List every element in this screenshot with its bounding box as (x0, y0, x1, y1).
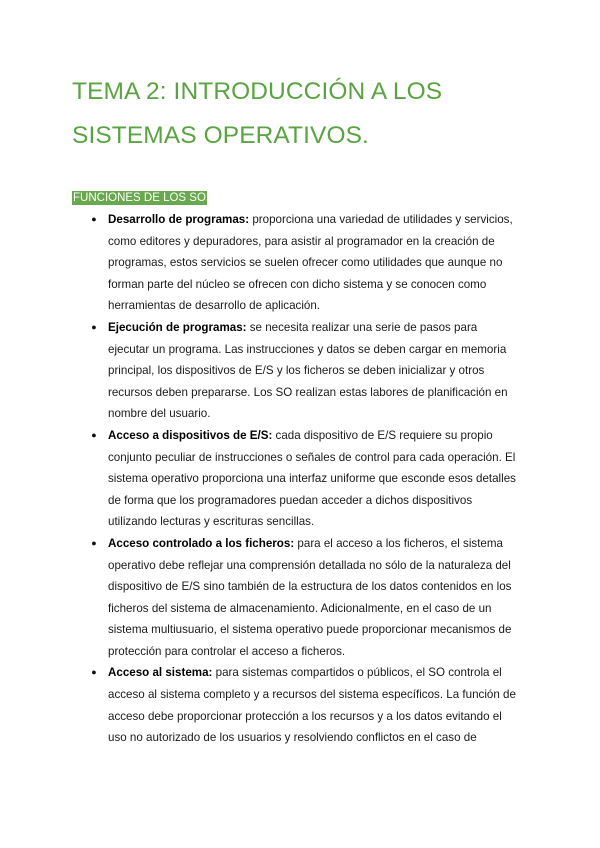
list-item (88, 662, 520, 748)
item-text: cada dispositivo de E/S requiere su propio conjunto peculiar de instrucciones o señales de control para cada operación. El sistema operativo proporciona una interfaz uniforme que esconde esos detalles de forma que los programadores puedan acceder a dichos dispositivos utilizando lecturas y escrituras sencillas. (108, 428, 516, 529)
list-item (88, 317, 520, 425)
item-term: Ejecución de programas: (108, 320, 247, 334)
item-text: para sistemas compartidos o públicos, el SO controla el acceso al sistema completo y a recursos del sistema específicos. La función de acceso debe proporcionar protección a los recursos y a los datos evitando el uso no autorizado de los usuarios y resolviendo conflictos en el caso de (108, 666, 516, 745)
list-item (88, 425, 520, 533)
bullet-icon: ● (91, 667, 97, 678)
item-text: para el acceso a los ficheros, el sistema operativo debe reflejar una comprensión detallada no sólo de la naturaleza del dispositivo de E/S sino también de la estructura de los datos contenidos en los ficheros del sistema de almacenamiento. Adicionalmente, en el caso de un sistema multiusuario, el sistema operativo puede proporcionar mecanismos de protección para controlar el acceso a ficheros. (108, 536, 512, 658)
list-item (88, 209, 520, 317)
item-text: se necesita realizar una serie de pasos para ejecutar un programa. Las instrucciones y datos se deben cargar en memoria principal, los dispositivos de E/S y los ficheros se deben inicializar y otros recursos deben prepararse. Los SO realizan estas labores de planificación en nombre del usuario. (108, 320, 508, 421)
bullet-icon: ● (91, 214, 97, 224)
bullet-icon: ● (91, 429, 97, 440)
bullet-icon: ● (91, 321, 97, 332)
item-term: Acceso controlado a los ficheros: (108, 536, 295, 550)
page-title: TEMA 2: INTRODUCCIÓN A LOS SISTEMAS OPERATIVOS. (72, 78, 443, 149)
item-text: proporciona una variedad de utilidades y servicios, como editores y depuradores, para asistir al programador en la creación de programas, estos servicios se suelen ofrecer como utilidades que aunque no forman parte del núcleo se ofrecen con dicho sistema y se conocen como herramientas de desarrollo de aplicación. (108, 213, 513, 313)
item-term: Acceso al sistema: (108, 666, 213, 680)
section-heading: FUNCIONES DE LOS SO (73, 192, 206, 204)
item-term: Desarrollo de programas: (108, 213, 250, 226)
bullet-icon: ● (91, 537, 97, 548)
item-term: Acceso a dispositivos de E/S: (108, 428, 273, 442)
functions-list (88, 209, 520, 749)
list-item (88, 533, 520, 663)
